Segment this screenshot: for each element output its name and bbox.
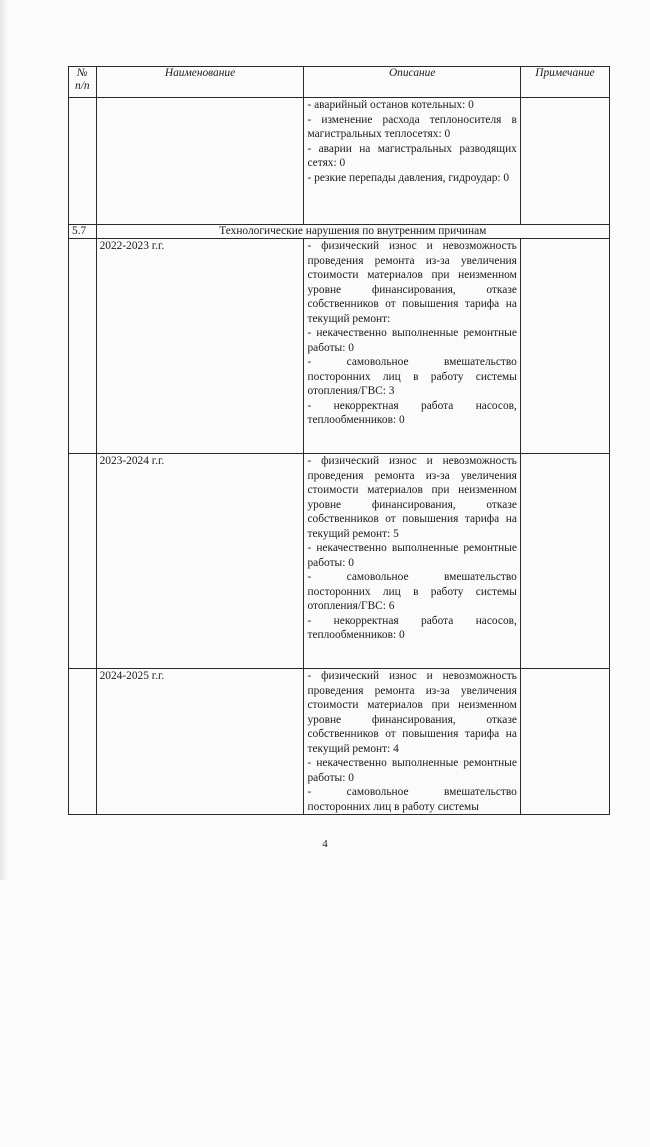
description-line: - изменение расхода теплоносителя в магистральных теплосетях: 0	[307, 113, 517, 140]
table-row	[69, 669, 610, 815]
header-description: Описание	[304, 67, 520, 98]
report-table	[68, 66, 610, 815]
header-name: Наименование	[96, 67, 304, 98]
cell-note	[520, 239, 609, 454]
table-header-row	[69, 67, 610, 98]
cell-num	[69, 239, 97, 454]
description-line: - физический износ и невозможность проведения ремонта из-за увеличения стоимости материалов при неизменном уровне финансирования, отказе собственников от повышения тарифа на текущий ремонт:	[307, 240, 517, 325]
table-row	[69, 454, 610, 669]
cell-description	[304, 239, 520, 454]
header-note: Примечание	[520, 67, 609, 98]
description-line: - некачественно выполненные ремонтные работы: 0	[307, 327, 517, 354]
section-num: 5.7	[69, 225, 97, 239]
description-line: - физический износ и невозможность проведения ремонта из-за увеличения стоимости материалов при неизменном уровне финансирования, отказе собственников от повышения тарифа на текущий ремонт: 4	[307, 670, 517, 755]
cell-description	[304, 454, 520, 669]
cell-note	[520, 454, 609, 669]
description-line: - самовольное вмешательство посторонних лиц в работу системы	[307, 786, 517, 813]
cell-description	[304, 669, 520, 815]
description-line: - самовольное вмешательство посторонних лиц в работу системы отопления/ГВС: 3	[307, 356, 517, 397]
cell-num	[69, 98, 97, 225]
description-line: - некачественно выполненные ремонтные работы: 0	[307, 757, 517, 784]
description-line: - некорректная работа насосов, теплообменников: 0	[307, 399, 517, 426]
description-line: - физический износ и невозможность проведения ремонта из-за увеличения стоимости материалов при неизменном уровне финансирования, отказе собственников от повышения тарифа на текущий ремонт: 5	[307, 455, 517, 540]
cell-note	[520, 98, 609, 225]
description-line: - резкие перепады давления, гидроудар: 0	[307, 171, 510, 184]
header-num: № п/п	[69, 67, 97, 98]
scan-edge-shadow	[0, 0, 8, 880]
section-title: Технологические нарушения по внутренним причинам	[96, 225, 609, 239]
description-line: - аварии на магистральных разводящих сетях: 0	[307, 142, 517, 169]
section-row	[69, 225, 610, 239]
cell-note	[520, 669, 609, 815]
period-label: 2022-2023 г.г.	[96, 239, 304, 454]
cell-name	[96, 98, 304, 225]
description-line: - некачественно выполненные ремонтные работы: 0	[307, 542, 517, 569]
cell-num	[69, 454, 97, 669]
page-number: 4	[322, 838, 328, 850]
description-line: - некорректная работа насосов, теплообменников: 0	[307, 614, 517, 641]
cell-num	[69, 669, 97, 815]
table-row	[69, 239, 610, 454]
description-line: - аварийный останов котельных: 0	[307, 99, 474, 111]
description-line: - самовольное вмешательство посторонних лиц в работу системы отопления/ГВС: 6	[307, 571, 517, 612]
cell-description	[304, 98, 520, 225]
table-row-continuation	[69, 98, 610, 225]
period-label: 2024-2025 г.г.	[96, 669, 304, 815]
period-label: 2023-2024 г.г.	[96, 454, 304, 669]
